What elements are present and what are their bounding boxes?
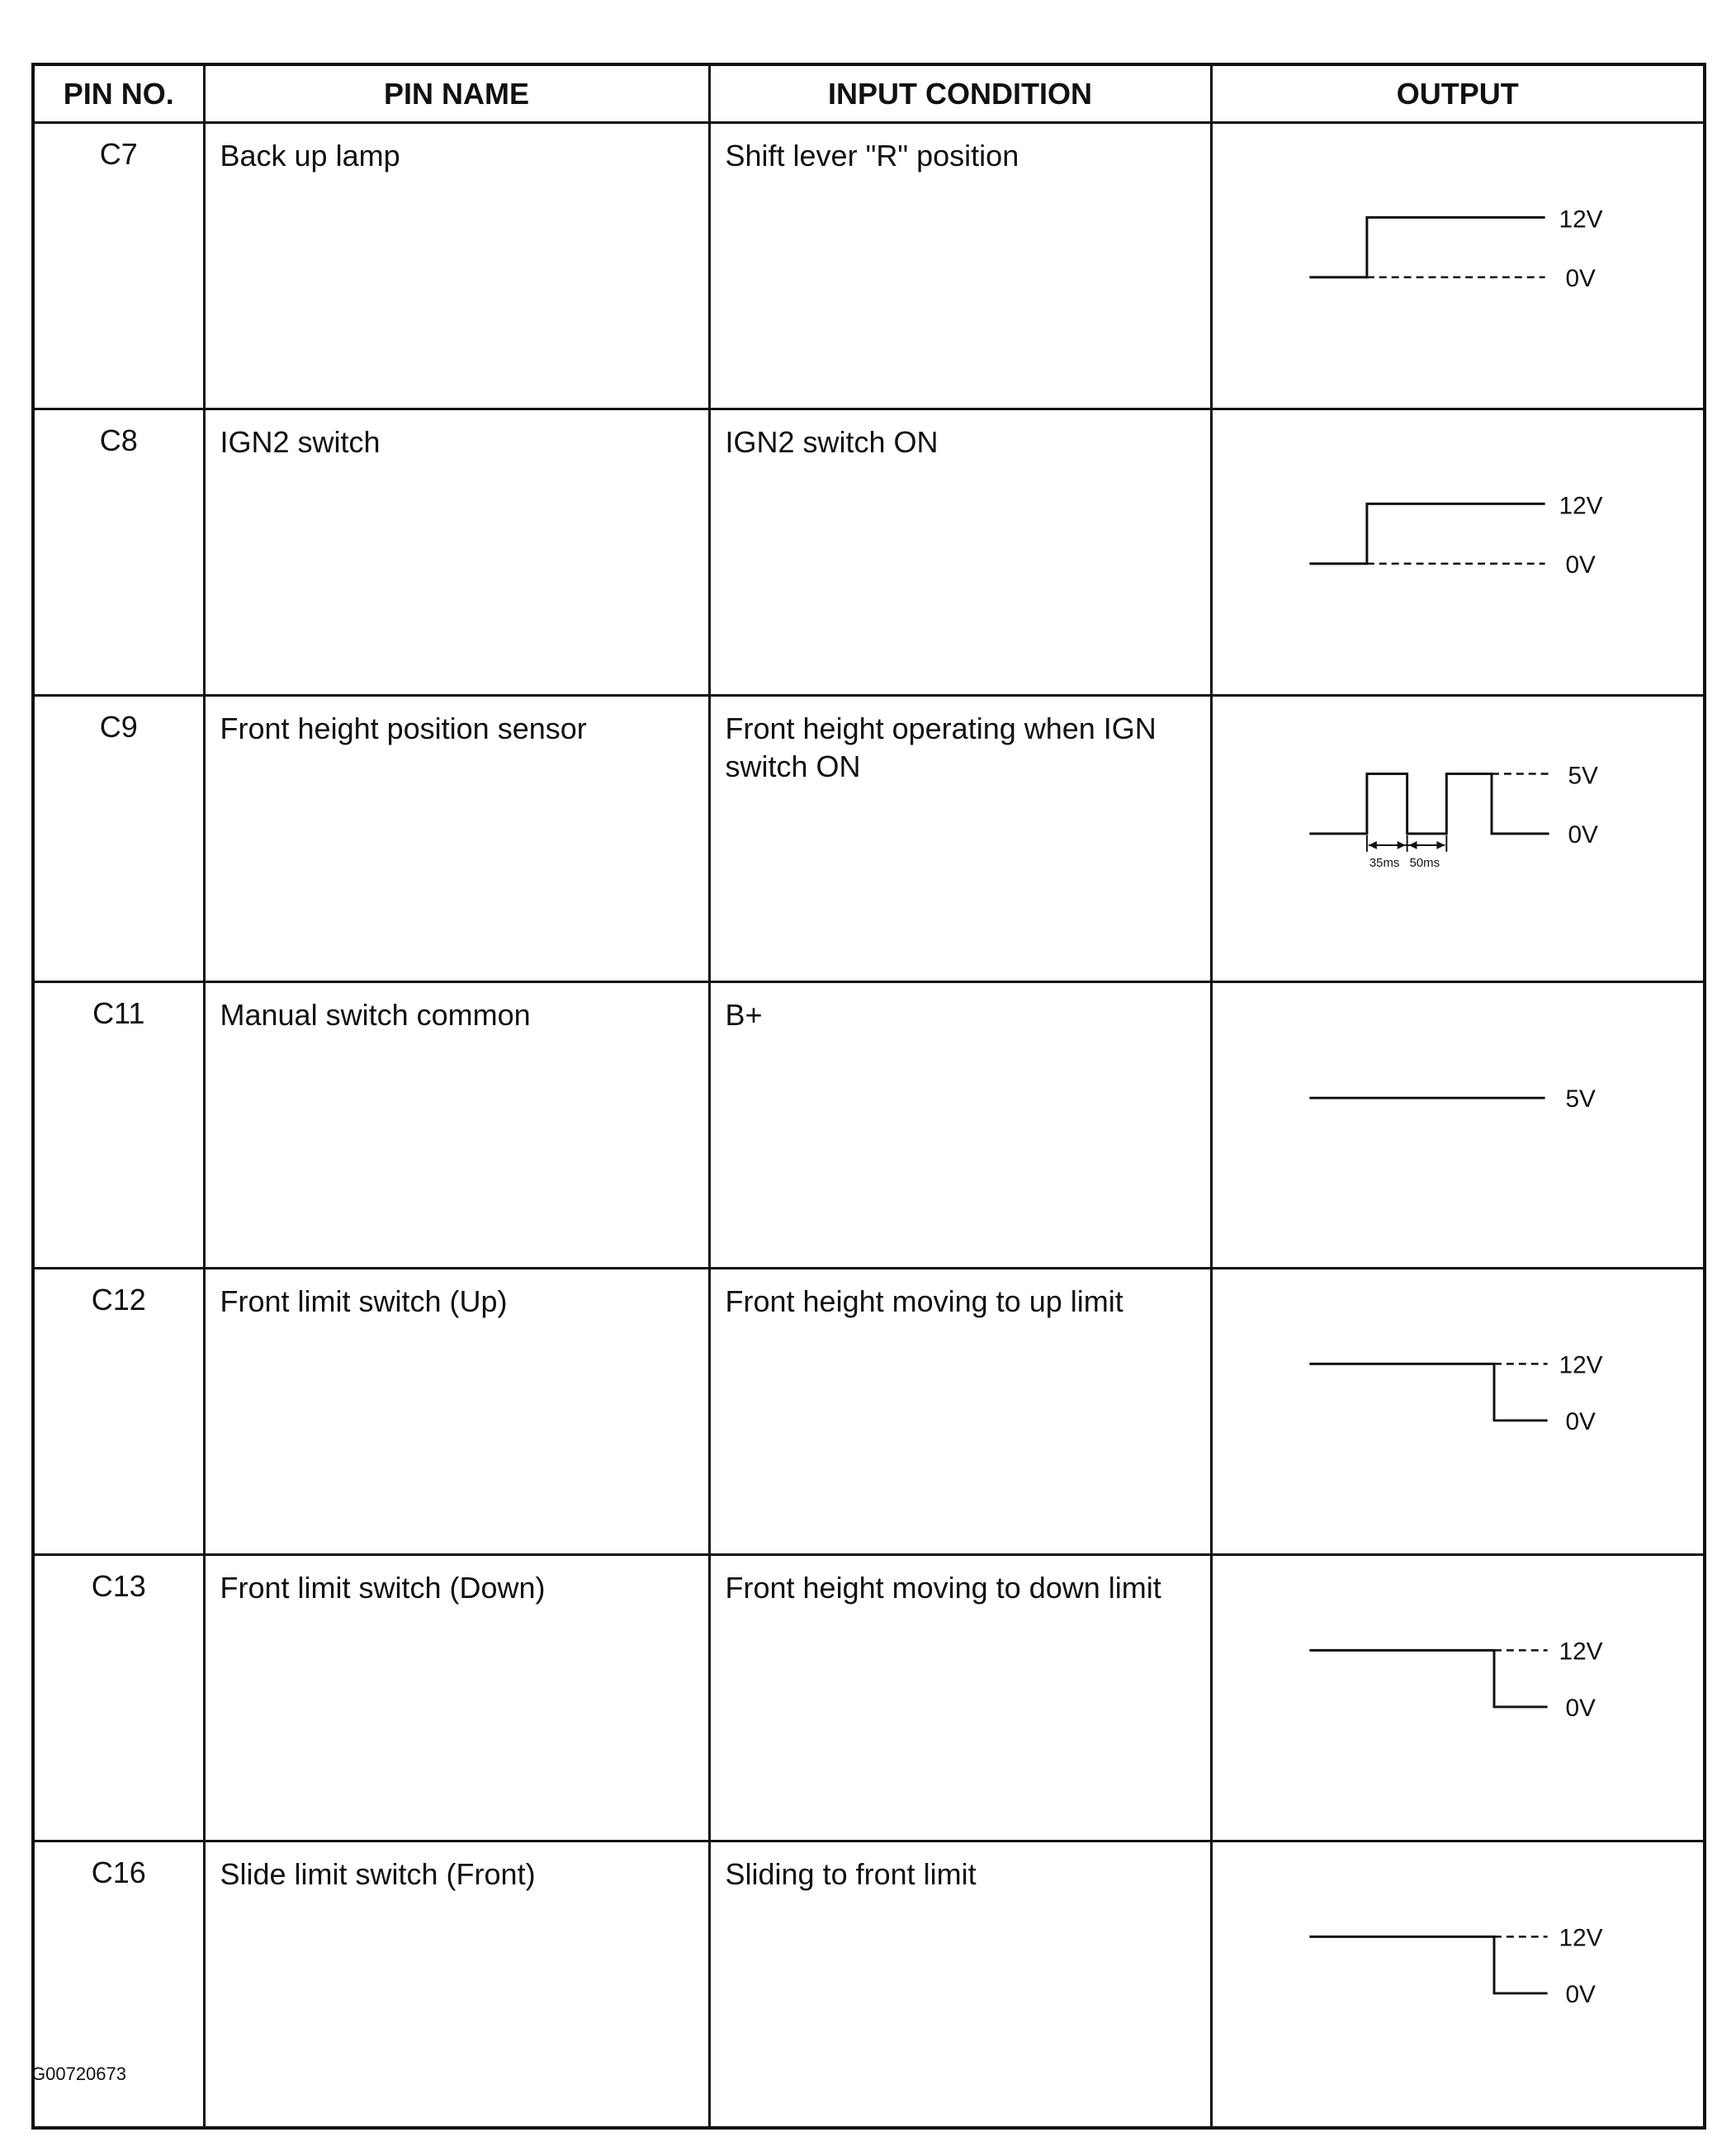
output-cell bbox=[1211, 982, 1705, 1269]
step-rise-waveform bbox=[1213, 410, 1704, 694]
level-high-label: 12V bbox=[1559, 1924, 1603, 1952]
level-low-label: 0V bbox=[1564, 551, 1596, 579]
step-fall-waveform bbox=[1213, 1556, 1704, 1840]
pin-name: Manual switch common bbox=[204, 982, 709, 1269]
level-high-label: 5V bbox=[1567, 762, 1598, 790]
pin-number: C12 bbox=[33, 1269, 204, 1555]
level-high-label: 12V bbox=[1559, 492, 1603, 520]
input-condition: IGN2 switch ON bbox=[709, 409, 1211, 696]
header-pin-name: PIN NAME bbox=[204, 64, 709, 123]
input-condition: Shift lever "R" position bbox=[709, 123, 1211, 409]
constant-waveform bbox=[1213, 983, 1704, 1267]
figure-id: G00720673 bbox=[31, 2064, 126, 2084]
pin-number: C8 bbox=[33, 409, 204, 696]
pin-name: Back up lamp bbox=[204, 123, 709, 409]
step-fall-waveform bbox=[1213, 1842, 1704, 2126]
pin-number: C16 bbox=[33, 1841, 204, 2129]
input-condition: Front height moving to down limit bbox=[709, 1555, 1211, 1841]
pin-name: IGN2 switch bbox=[204, 409, 709, 696]
table-row bbox=[33, 1555, 1705, 1841]
pin-name: Front limit switch (Up) bbox=[204, 1269, 709, 1555]
header-input-condition: INPUT CONDITION bbox=[709, 64, 1211, 123]
level-low-label: 0V bbox=[1564, 264, 1596, 292]
input-condition: B+ bbox=[709, 982, 1211, 1269]
table-row bbox=[33, 409, 1705, 696]
step-rise-waveform bbox=[1213, 124, 1704, 408]
table-row bbox=[33, 982, 1705, 1269]
header-row bbox=[33, 64, 1705, 123]
header-pin-no: PIN NO. bbox=[33, 64, 204, 123]
level-low-label: 0V bbox=[1567, 820, 1598, 849]
header-output: OUTPUT bbox=[1211, 64, 1705, 123]
level-high-label: 12V bbox=[1559, 206, 1603, 234]
table-row bbox=[33, 123, 1705, 409]
table-row bbox=[33, 1269, 1705, 1555]
level-low-label: 0V bbox=[1564, 1407, 1596, 1435]
pin-number: C11 bbox=[33, 982, 204, 1269]
level-high-label: 12V bbox=[1559, 1351, 1603, 1379]
level-low-label: 0V bbox=[1564, 1694, 1596, 1722]
pin-number: C7 bbox=[33, 123, 204, 409]
input-condition: Sliding to front limit bbox=[709, 1841, 1211, 2129]
pin-number: C13 bbox=[33, 1555, 204, 1841]
level-low-label: 0V bbox=[1564, 1980, 1596, 2008]
step-fall-waveform bbox=[1213, 1269, 1704, 1553]
table-row bbox=[33, 1841, 1705, 2129]
output-cell bbox=[1211, 696, 1705, 982]
output-cell bbox=[1211, 1269, 1705, 1555]
output-cell bbox=[1211, 123, 1705, 409]
level-label: 5V bbox=[1564, 1085, 1596, 1113]
timing-label-low: 50ms bbox=[1409, 856, 1440, 870]
output-cell bbox=[1211, 1555, 1705, 1841]
level-high-label: 12V bbox=[1559, 1638, 1603, 1666]
pin-name: Front limit switch (Down) bbox=[204, 1555, 709, 1841]
table-row bbox=[33, 696, 1705, 982]
output-cell bbox=[1211, 409, 1705, 696]
input-condition: Front height operating when IGN switch ON bbox=[709, 696, 1211, 982]
pin-number: C9 bbox=[33, 696, 204, 982]
pin-table bbox=[31, 63, 1706, 2130]
pulse-waveform bbox=[1213, 697, 1704, 981]
output-cell bbox=[1211, 1841, 1705, 2129]
input-condition: Front height moving to up limit bbox=[709, 1269, 1211, 1555]
pin-name: Slide limit switch (Front) bbox=[204, 1841, 709, 2129]
pin-name: Front height position sensor bbox=[204, 696, 709, 982]
timing-label-high: 35ms bbox=[1369, 856, 1399, 870]
